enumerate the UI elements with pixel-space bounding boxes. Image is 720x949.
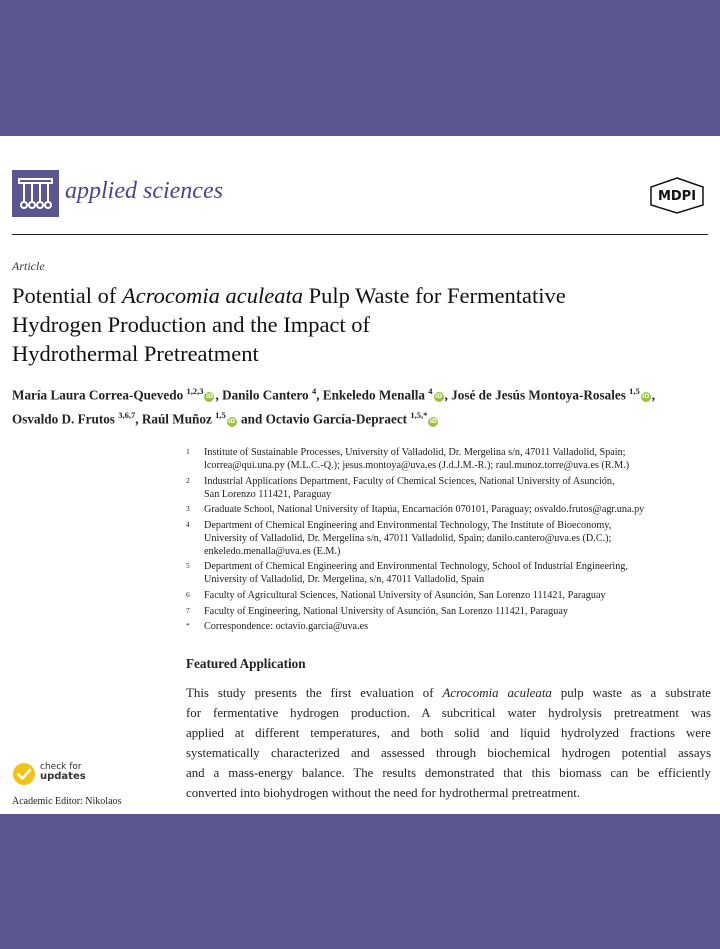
affiliation-text: enkeledo.menalla@uva.es (E.M.) (204, 545, 341, 557)
species-name: Acrocomia aculeata (442, 686, 552, 700)
author-name: Danilo Cantero (222, 387, 309, 403)
affiliation-list (186, 446, 716, 636)
affiliation-item (186, 475, 716, 501)
affiliation-number: 3 (186, 504, 190, 514)
affiliation-item (186, 620, 716, 633)
author-line: María Laura Correa-Quevedo $^{1,2,3}$iD , Danilo Cantero $^4$, Enkeledo Menalla $^4$iD , José de Jesús Montoya-Rosales $^{1,5}$iD , (12, 386, 656, 403)
orcid-icon[interactable]: iD (205, 393, 213, 401)
affiliation-item (186, 589, 716, 602)
affiliation-number: 6 (186, 589, 190, 599)
affiliation-text: San Lorenzo 111421, Paraguay (204, 488, 332, 500)
featured-application-heading: Featured Application (186, 656, 306, 671)
title-line: Hydrogen Production and the Impact of (12, 312, 371, 337)
check-updates-line1: check for (40, 762, 82, 772)
article-title (12, 281, 702, 368)
title-text: Pulp Waste for Fermentative (302, 283, 566, 308)
affiliation-number: 2 (186, 475, 190, 485)
author-name: Octavio García-Depraect (265, 411, 408, 427)
author-affiliation-marks: 4 (311, 386, 317, 396)
abstract-text: pulp waste as a substrate (551, 686, 711, 700)
orcid-icon[interactable]: iD (435, 393, 443, 401)
affiliation-text: Institute of Sustainable Processes, University of Valladolid, Dr. Mergelina s/n, 47011 Valladolid, Spain; (204, 447, 626, 458)
abstract-line: converted into biohydrogen without the need for hydrothermal pretreatment. (186, 786, 581, 800)
affiliation-number: 1 (186, 447, 190, 456)
check-updates-line2: updates (40, 771, 86, 782)
author-name: Osvaldo D. Frutos (12, 411, 115, 427)
author-affiliation-marks: 3,6,7 (118, 410, 136, 421)
affiliation-text: Correspondence: octavio.garcia@uva.es (204, 621, 369, 633)
affiliation-text: Department of Chemical Engineering and Environmental Technology, The Institute of Bioeconomy, (204, 519, 612, 531)
article-page (0, 136, 720, 814)
title-text: Potential of (12, 283, 122, 308)
check-updates-icon (12, 762, 36, 786)
author-name: Raúl Muñoz (141, 411, 212, 427)
journal-flask-icon (12, 170, 59, 217)
academic-editor: Academic Editor: Nikolaos (12, 796, 122, 807)
title-species-name: Acrocomia aculeata (121, 283, 303, 308)
affiliation-item (186, 519, 716, 558)
author-affiliation-marks: 1,5 (215, 410, 226, 421)
affiliation-item (186, 605, 716, 618)
affiliation-text: Faculty of Engineering, National University of Asunción, San Lorenzo 111421, Paraguay (204, 605, 568, 617)
author-name: María Laura Correa-Quevedo (12, 387, 184, 403)
affiliation-text: University of Valladolid, Dr. Mergelina, s/n, 47011 Valladolid, Spain (204, 574, 485, 586)
affiliation-number: 7 (186, 605, 190, 615)
affiliation-number: 5 (186, 561, 190, 571)
author-affiliation-marks: 4 (428, 386, 433, 396)
check-for-updates-badge[interactable] (12, 761, 152, 789)
abstract-line: for fermentative hydrogen production. A subcritical water hydrolysis pretreatment was (186, 706, 711, 720)
author-affiliation-marks: 1,5,* (410, 410, 428, 421)
abstract-line: and a mass-energy balance. The results demonstrated that this biomass can be efficiently (186, 766, 711, 780)
orcid-icon[interactable]: iD (429, 417, 437, 425)
affiliation-number: 4 (186, 519, 190, 529)
affiliation-item (186, 446, 716, 472)
affiliation-item (186, 503, 716, 516)
abstract-line: systematically characterized and assessed through biochemical hydrogen potential assays (186, 746, 711, 760)
affiliation-text: lcorrea@qui.una.py (M.L.C.-Q.); jesus.montoya@uva.es (J.d.J.M.-R.); raul.munoz.torre@uva.es (R.M.) (204, 460, 630, 471)
journal-name: applied sciences (65, 178, 223, 204)
author-affiliation-marks: 1,5 (629, 386, 640, 396)
title-line: Hydrothermal Pretreatment (12, 341, 259, 366)
affiliation-item (186, 560, 716, 586)
abstract-line: applied at different temperatures, and both solid and liquid hydrolyzed fractions were (186, 726, 711, 740)
affiliation-text: Faculty of Agricultural Sciences, National University of Asunción, San Lorenzo 111421, Paraguay (204, 589, 606, 601)
affiliation-text: University of Valladolid, Dr. Mergelina s/n, 47011 Valladolid, Spain; danilo.cantero@uva.es (D.C.); (204, 532, 612, 544)
mdpi-logo (648, 176, 706, 214)
author-line: Osvaldo D. Frutos $^{3,6,7}$, Raúl Muñoz $^{1,5}$iD and Octavio García-Depraect $^{1,5,*}$iD (12, 410, 437, 427)
title-line (12, 281, 702, 310)
affiliation-text: Department of Chemical Engineering and Environmental Technology, School of Industrial Engineering, (204, 561, 628, 573)
affiliation-text: Graduate School, National University of Itapúa, Encarnación 070101, Paraguay; osvaldo.frutos@agr.una.py (204, 504, 645, 516)
orcid-icon[interactable]: iD (228, 417, 236, 425)
author-name: José de Jesús Montoya-Rosales (451, 387, 626, 403)
orcid-icon[interactable]: iD (642, 393, 650, 401)
author-affiliation-marks: 1,2,3 (186, 386, 204, 396)
article-type: Article (12, 259, 45, 273)
abstract-line (186, 683, 711, 703)
author-list (12, 381, 712, 430)
svg-text:MDPI: MDPI (657, 189, 697, 204)
featured-application-text (186, 683, 711, 803)
author-name: Enkeledo Menalla (322, 387, 425, 403)
abstract-text: This study presents the first evaluation of (186, 686, 443, 700)
header-rule (12, 234, 708, 235)
affiliation-number: * (186, 621, 190, 631)
affiliation-text: Industrial Applications Department, Faculty of Chemical Sciences, National University of Asunción, (204, 475, 615, 487)
